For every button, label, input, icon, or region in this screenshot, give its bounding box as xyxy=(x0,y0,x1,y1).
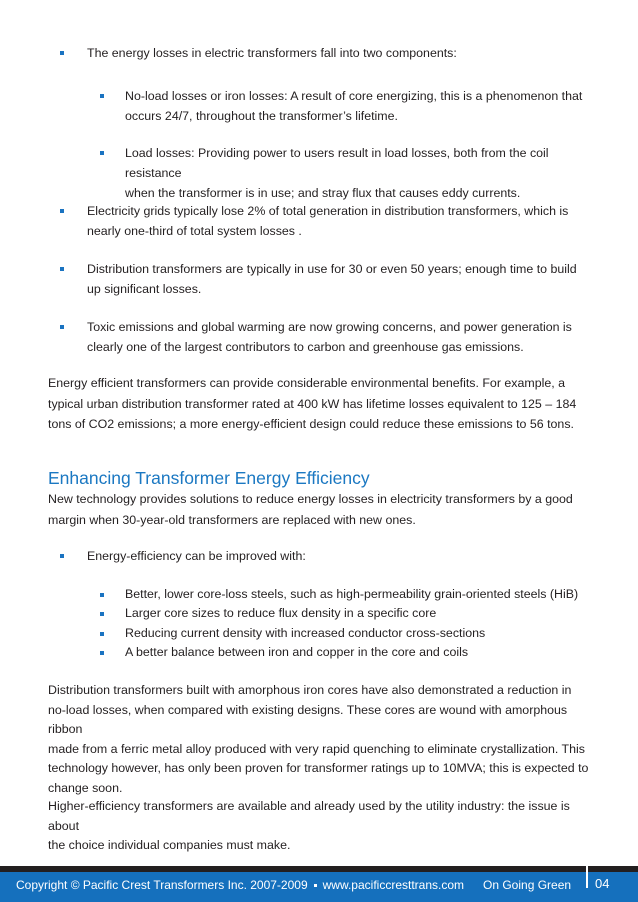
bullet-text: Energy-efficiency can be improved with: xyxy=(87,549,306,563)
paragraph-line: typical urban distribution transformer rated at 400 kW has lifetime losses equivalent to 125 – 184 xyxy=(48,396,577,411)
bullet-text-line: up significant losses. xyxy=(87,282,202,296)
square-bullet-icon xyxy=(60,325,64,329)
paragraph-line: no-load losses, when compared with existing designs. These cores are wound with amorphous ribbon xyxy=(48,702,568,736)
square-bullet-icon xyxy=(100,632,104,636)
square-bullet-icon xyxy=(100,651,104,655)
page-footer xyxy=(0,872,638,902)
bullet-text-line: Electricity grids typically lose 2% of total generation in distribution transformers, which is xyxy=(87,204,569,218)
bullet-text-line: when the transformer is in use; and stray flux that causes eddy currents. xyxy=(125,186,521,200)
paragraph-line: Energy efficient transformers can provide considerable environmental benefits. For example, a xyxy=(48,376,566,390)
sub-bullet-item xyxy=(125,624,595,644)
sub-bullet-item xyxy=(125,143,595,203)
section-heading: Enhancing Transformer Energy Efficiency xyxy=(48,468,370,488)
sub-bullet-item xyxy=(125,585,595,605)
bullet-text-line: clearly one of the largest contributors to carbon and greenhouse gas emissions. xyxy=(87,340,524,354)
paragraph-line: technology however, has only been proven for transformer ratings up to 10MVA; this is expected to xyxy=(48,761,589,775)
footer-divider xyxy=(586,866,588,888)
sub-bullet-item xyxy=(125,86,595,126)
bullet-text-line: No-load losses or iron losses: A result of core energizing, this is a phenomenon that xyxy=(125,89,583,103)
bullet-item xyxy=(87,546,587,566)
bullet-text-line: Toxic emissions and global warming are now growing concerns, and power generation is xyxy=(87,320,572,334)
square-bullet-icon xyxy=(100,612,104,616)
page-number: 04 xyxy=(595,876,610,891)
copyright-text: Copyright © Pacific Crest Transformers Inc. 2007-2009 xyxy=(16,878,308,892)
footer-section-name: On Going Green xyxy=(483,878,572,892)
choice-paragraph xyxy=(48,797,596,856)
bullet-text: The energy losses in electric transformers fall into two components: xyxy=(87,46,457,60)
bullet-text: Reducing current density with increased conductor cross-sections xyxy=(125,626,486,640)
bullet-text: Better, lower core-loss steels, such as high-permeability grain-oriented steels (HiB) xyxy=(125,587,579,601)
paragraph-line: made from a ferric metal alloy produced with very rapid quenching to eliminate crystallization. This xyxy=(48,741,585,756)
square-bullet-icon xyxy=(100,593,104,597)
square-bullet-icon xyxy=(60,267,64,271)
website-link[interactable]: www.pacificcresttrans.com xyxy=(322,878,465,892)
paragraph-line: New technology provides solutions to reduce energy losses in electricity transformers by a good xyxy=(48,492,573,506)
bullet-text-line: occurs 24/7, throughout the transformer’s lifetime. xyxy=(125,109,398,123)
paragraph-line: Higher-efficiency transformers are available and already used by the utility industry: the issue is about xyxy=(48,799,570,833)
paragraph-line: tons of CO2 emissions; a more energy-efficient design could reduce these emissions to 56 tons. xyxy=(48,417,574,431)
amorphous-paragraph xyxy=(48,681,596,798)
paragraph-line: margin when 30-year-old transformers are replaced with new ones. xyxy=(48,512,416,527)
sub-bullet-item xyxy=(125,604,595,624)
square-bullet-icon xyxy=(60,554,64,558)
bullet-item xyxy=(87,43,587,63)
bullet-text: A better balance between iron and copper in the core and coils xyxy=(125,645,469,659)
square-bullet-icon xyxy=(100,94,104,98)
square-bullet-icon xyxy=(60,51,64,55)
bullet-item xyxy=(87,259,587,299)
square-bullet-icon xyxy=(100,151,104,155)
bullet-text-line: Distribution transformers are typically in use for 30 or even 50 years; enough time to build xyxy=(87,262,577,276)
bullet-text: Larger core sizes to reduce flux density in a specific core xyxy=(125,606,437,620)
bullet-text-line: nearly one-third of total system losses . xyxy=(87,224,302,238)
footer-copyright xyxy=(16,878,464,892)
bullet-item xyxy=(87,201,587,241)
paragraph-line: the choice individual companies must make. xyxy=(48,838,291,852)
paragraph-line: Distribution transformers built with amorphous iron cores have also demonstrated a reduction in xyxy=(48,683,572,697)
bullet-separator-icon xyxy=(314,884,317,887)
square-bullet-icon xyxy=(60,209,64,213)
sub-bullet-item xyxy=(125,643,595,663)
paragraph-line: change soon. xyxy=(48,780,123,795)
benefits-paragraph xyxy=(48,373,596,435)
section-intro xyxy=(48,489,596,530)
bullet-item xyxy=(87,317,587,357)
bullet-text-line: Load losses: Providing power to users result in load losses, both from the coil resistance xyxy=(125,146,549,180)
